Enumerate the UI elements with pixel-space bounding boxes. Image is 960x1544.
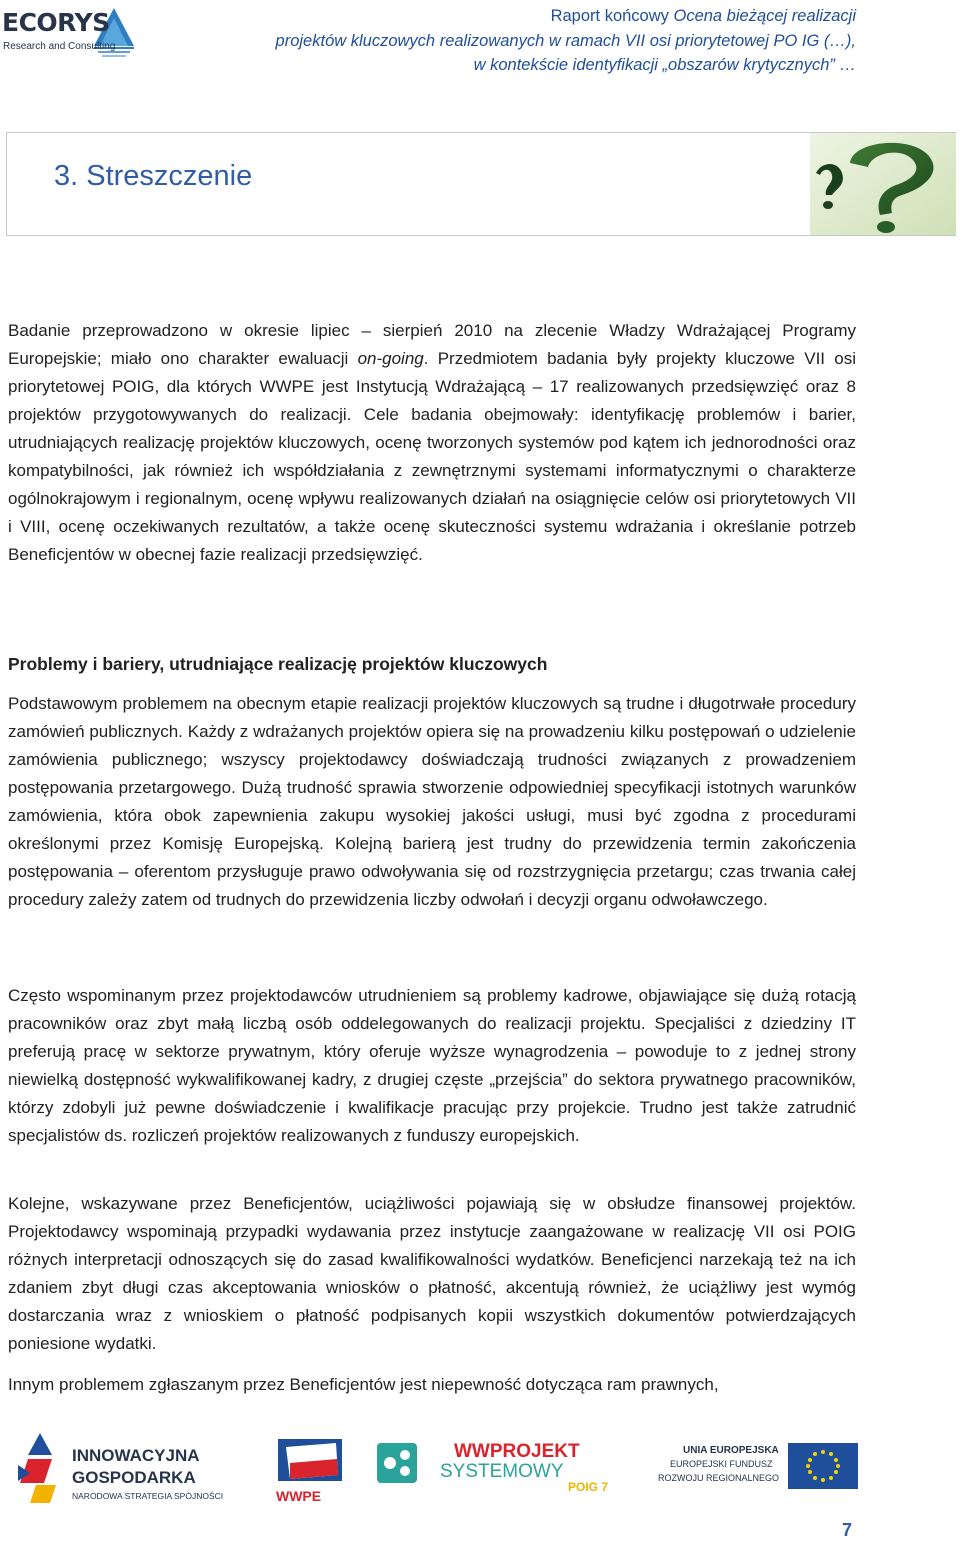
logo3-line3: POIG 7 (568, 1480, 609, 1494)
paragraph-legal: Innym problemem zgłaszanym przez Beneficjentów jest niepewność dotycząca ram prawnych, (8, 1375, 719, 1394)
header-report-label: Raport końcowy (550, 7, 674, 25)
footer-logo-strip (0, 1425, 960, 1515)
wwprojekt-logo (377, 1441, 608, 1494)
logo1-line3: NARODOWA STRATEGIA SPÓJNOŚCI (72, 1491, 224, 1501)
header-line-1 (276, 4, 856, 29)
header-line-3: w kontekście identyfikacji „obszarów krytycznych” … (473, 56, 856, 74)
wwpe-logo (276, 1439, 342, 1504)
running-header (276, 4, 856, 78)
paragraph-finance: Kolejne, wskazywane przez Beneficjentów, uciążliwości pojawiają się w obsłudze finansowej projektów. Projektodawcy wspominają przypadki wydawania przez instytucje zaangażowane w realizację VII osi POIG różnych interpretacji odnoszących się do zasad kwalifikowalności wydatków. Beneficjenci narzekają też na ich zdaniem zbyt długi czas akceptowania wniosków o płatność, akcentują również, że uciążliwy jest wymóg dostarczania wraz z wnioskiem o płatność podpisanych kopii wszystkich dokumentów potwierdzających poniesione wydatki. (8, 1194, 856, 1353)
logo-wordmark: ECORYS (2, 8, 110, 37)
section-title: 3. Streszczenie (54, 160, 253, 192)
intro-paragraph (8, 317, 856, 569)
header-line-2: projektów kluczowych realizowanych w ramach VII osi priorytetowej PO IG (…), (275, 31, 856, 50)
subsection-heading: Problemy i bariery, utrudniające realizację projektów kluczowych (8, 654, 548, 674)
intro-text-italic: on-going (357, 349, 424, 368)
logo2-text: WWPE (276, 1488, 322, 1504)
logo4-line2: EUROPEJSKI FUNDUSZ (670, 1459, 773, 1469)
logo3-line1: WWPROJEKT (454, 1441, 580, 1462)
footer-logos (0, 1425, 960, 1515)
logo1-line1: INNOWACYJNA (72, 1446, 200, 1465)
paragraph-staffing: Często wspominanym przez projektodawców utrudnieniem są problemy kadrowe, objawiające się dużą rotacją pracowników oraz zbyt małą liczbą osób oddelegowanych do realizacji projektu. Specjaliści z dziedziny IT preferują pracę w sektorze prywatnym, który oferuje wyższe wynagrodzenia – powoduje to z jednej strony niewielką dostępność wykwalifikowanej kadry, z drugiej częste „przejścia” do sektora prywatnego pracowników, którzy zdobyli już pewne doświadczenie i kwalifikacje pracując przy projekcie. Trudno jest także zatrudnić specjalistów ds. rozliczeń projektów realizowanych z funduszy europejskich. (8, 986, 856, 1145)
eu-flag (788, 1443, 858, 1489)
logo3-line2: SYSTEMOWY (440, 1461, 564, 1482)
intro-text-b: . Przedmiotem badania były projekty kluczowe VII osi priorytetowej POIG, dla których WWPE jest Instytucją Wdrażającą – 17 realizowanych przedsięwzięć oraz 8 projektów przygotowywanych do realizacji. Cele badania obejmowały: identyfikację problemów i barier, utrudniających realizację projektów kluczowych, ocenę tworzonych systemów pod kątem ich jednorodności oraz kompatybilności, jak również ich współdziałania z zewnętrznymi systemami informatycznymi o charakterze ogólnokrajowym i regionalnym, ocenę wpływu realizowanych działań na osiągnięcie celów osi priorytetowych VII i VIII, ocenę oczekiwanych rezultatów, a także ocenę skuteczności systemu wdrażania i określanie potrzeb Beneficjentów w obecnej fazie realizacji przedsięwzięć. (8, 349, 857, 564)
paragraph-procurement: Podstawowym problemem na obecnym etapie realizacji projektów kluczowych są trudne i długotrwałe procedury zamówień publicznych. Każdy z wdrażanych projektów opiera się na prowadzeniu kilku postępowań o udzielenie zamówienia publicznego; wszyscy projektodawcy doświadczają trudności związanych z prowadzeniem postępowania przetargowego. Dużą trudność sprawia stworzenie odpowiedniej specyfikacji istotnych warunków zamówienia, która obok zapewnienia zakupu wysokiej jakości usługi, musi być zgodna z procedurami określonymi przez Komisję Europejską. Kolejną barierą jest trudny do przewidzenia termin zakończenia postępowania – oferentom przysługuje prawo odwoływania się od rozstrzygnięcia przetargu; czas trwania całej procedury zależy zatem od trudnych do przewidzenia liczby odwołań i decyzji organu odwoławczego. (8, 694, 856, 909)
logo1-line2: GOSPODARKA (72, 1468, 196, 1487)
innowacyjna-gospodarka-logo (18, 1433, 223, 1503)
question-mark-icon (810, 133, 956, 235)
logo4-line3: ROZWOJU REGIONALNEGO (658, 1473, 780, 1483)
logo-subtitle: Research and Consulting (3, 41, 116, 52)
logo4-line1: UNIA EUROPEJSKA (683, 1445, 779, 1456)
eu-logo (658, 1443, 858, 1489)
header-report-title: Ocena bieżącej realizacji (673, 7, 856, 25)
intro-text-a: Badanie przeprowadzono w okresie lipiec – sierpień 2010 na zlecenie Władzy Wdrażającej Programy Europejskie; miało ono charakter ewaluacji (8, 321, 856, 368)
page-number: 7 (842, 1520, 853, 1540)
